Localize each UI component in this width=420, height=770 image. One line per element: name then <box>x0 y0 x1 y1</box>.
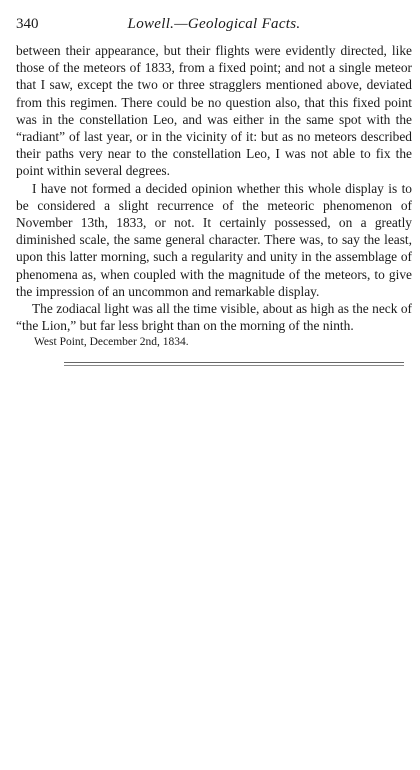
paragraph-3: The zodiacal light was all the time visible, about as high as the neck of “the Lion,” but far less bright than on the morning of the ninth. <box>16 301 412 334</box>
section-divider <box>64 362 404 366</box>
page-number: 340 <box>16 16 39 32</box>
body-text <box>16 42 412 334</box>
page-header <box>16 10 412 32</box>
paragraph-2: I have not formed a decided opinion whether this whole display is to be considered a slight recurrence of the meteoric phenomenon of November 13th, 1833, or not. It certainly possessed, on a greatly diminished scale, the same general character. There was, to say the least, upon this latter morning, such a regularity and unity in the assemblage of phenomena as, when coupled with the magnitude of the meteors, to give the impression of an uncommon and remarkable display. <box>16 180 412 299</box>
divider-line-bottom <box>64 365 404 366</box>
divider-line-top <box>64 362 404 363</box>
dateline-signature: West Point, December 2nd, 1834. <box>34 336 189 349</box>
running-title: Lowell.—Geological Facts. <box>127 16 301 32</box>
paragraph-1: between their appearance, but their flights were evidently directed, like those of the meteors of 1833, from a fixed point; and not a single meteor that I saw, except the two or three stragglers mentioned above, deviated from this regimen. There could be no question also, that this fixed point was in the constellation Leo, and was either in the same spot with the “radiant” of last year, or in the vicinity of it: but as no meteors described their paths very near to the constellation Leo, I was not able to fix the point within several degrees. <box>16 43 412 179</box>
